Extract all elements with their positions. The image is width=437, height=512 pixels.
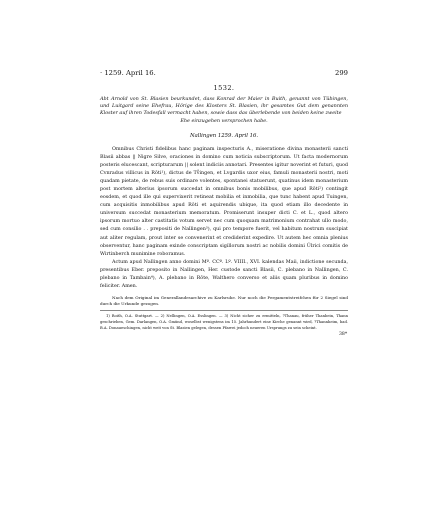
charter-text bbox=[100, 145, 348, 290]
charter-paragraph-1: Omnibus Christi fidelibus hanc paginam inspecturis A., miseratione divina monasterii sancti Blasii abbas || Nigre Silve, oraciones in domino cum noticia subscriptorum. Ut facta modernorum posteris elucescant, scripturarum || solent indiciis annotari. Presentes igitur noverint et futuri, quod Cvnradus villicus in Rŏti¹), dictus de Tv̊ingen, et Lvgardis uxor eius, famuli monasterii nostri, moti quadam pietate, de rebus suis ordinare volentes, spontanei statuerunt, quatinus idem monasterium post mortem alterius ipsorum succedat in omnibus bonis mobilibus, que apud Rŏti²) contingit eosdem, et quod ille qui supervixerit retineat mobilia et inmobilia, que tunc habent apud Tuingen, cum acquisitis inmobilibus apud Rŏti et aquirendis ubique, ita quod etiam illo decedente in universum succedat monasterium memoratum. Promiserunt insuper dicti C. et L., quod altero ipsorum mortuo alter castitatis votum servet nec cum quoquam matrimonium contrahat ullo modo, sed cum consilio . . prepositi de Nallingen³), qui pro tempore fuerit, vel habitum nostrum suscipiat aut aliter regulam, prout inter se convenerint et crediderint expedire. Ut autem hec omnia plenius observentur, hanc paginam exinde conscriptam sigillorum nostri ac nobilis domini Ŭlrici comitis de Wirtinberch munimine roboramus. bbox=[100, 146, 348, 257]
footnote-divider bbox=[100, 310, 348, 311]
source-note: Nach dem Original im Generallandesarchive zu Karlsruhe. Nur noch die Pergamentstreifchen für 2 Siegel sind durch die Urkunde gezogen. bbox=[100, 295, 348, 307]
printer-signature-mark: 38* bbox=[339, 332, 348, 337]
document-number: 1532. bbox=[213, 84, 235, 92]
summary-text: Abt Arnold von St. Blasien beurkundet, dass Konrad der Maier in Buith, genannt von Tübingen, und Luitgard seine Ehefrau, Hörige des Klosters St. Blasien, ihr gesamtes Gut dem genannten Kloster auf ihren Todesfall vermacht haben, sowie dass das überlebende von beiden keine zweite bbox=[100, 96, 348, 117]
running-head-date: · 1259. April 16. bbox=[100, 69, 156, 77]
document-summary bbox=[100, 96, 348, 125]
summary-last-line: Ehe einzugehen versprochen habe. bbox=[180, 117, 268, 124]
place-and-date: Nallingen 1259. April 16. bbox=[190, 133, 258, 139]
charter-paragraph-2: Actum apud Nallingen anno domini Mº. CCº. Lº. VIIII., XVI. kalendas Maii, indictione secunda, presentibus Eber. preposito in Nallingen, Her. custode sancti Blasii, C. plebano in Nallingen, C. plebano in Tambain⁴), A. plebano in Rŏte, Walthero converso et aliis quam pluribus in domino feliciter. Amen. bbox=[100, 258, 348, 289]
footnotes: 1) Roith, O.A. Stuttgart. — 2) Nellingen, O.A. Esslingen. — 3) Nicht sicher zu ermitteln, ?Thanau, früher Thanbein, Thann geschrieben, Gem. Darlangen, O.A. Gmünd, woselbst wenigstens im 15. Jahrhundert eine Kirche genannt wird, ?Thannheim, bad. B.A. Donaueschingen, nicht weit von St. Blasien gelegen, dessen Pfarrei jedoch neueren Ursprungs zu sein scheint. bbox=[100, 314, 348, 330]
page-number: 299 bbox=[335, 69, 348, 77]
